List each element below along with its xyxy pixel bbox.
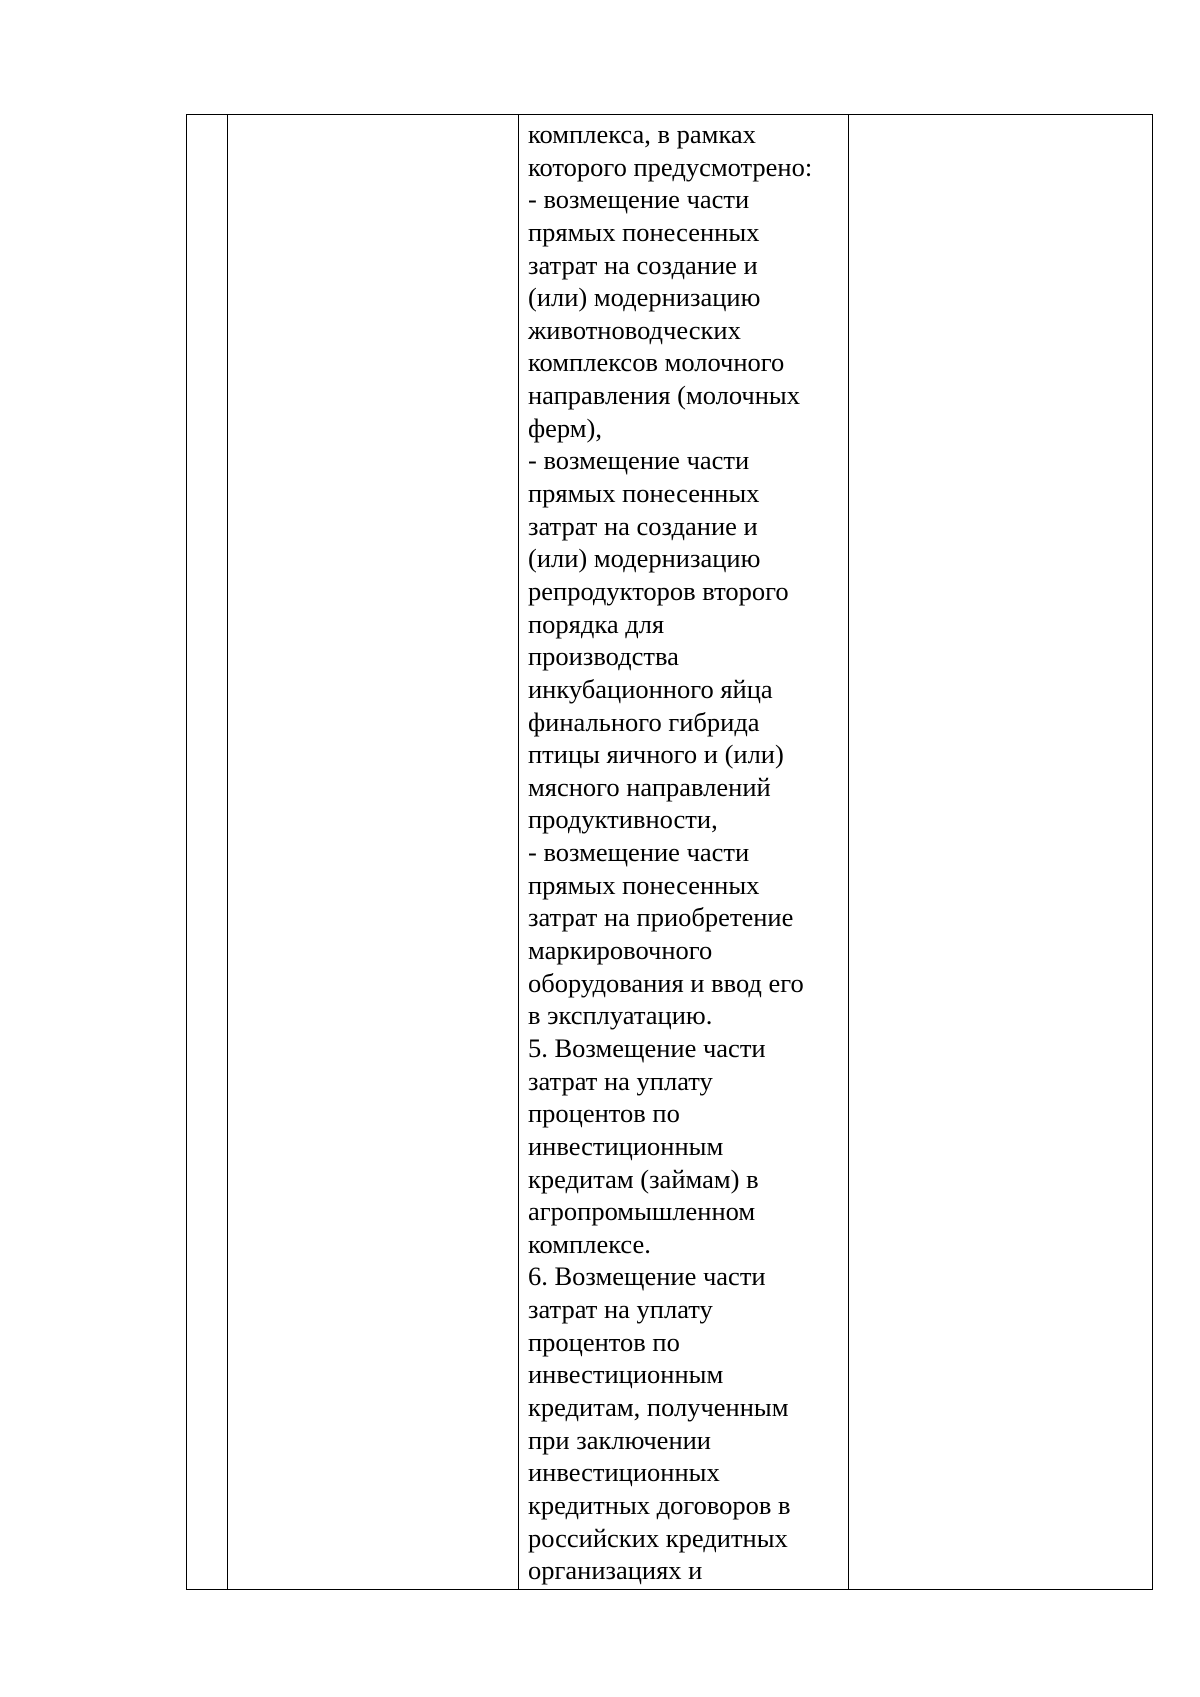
cell-text-line: комплекса, в рамках [528,119,756,149]
cell-text-line: агропромышленном [528,1196,756,1227]
cell-text-line: финального гибрида [528,706,760,737]
cell-text-line: животноводческих [528,314,741,345]
column-divider [518,115,519,1589]
cell-text-line: в эксплуатацию. [528,1000,713,1031]
cell-text-line: продуктивности, [528,804,718,835]
cell-text-line: комплексов молочного [528,347,785,378]
column-divider [848,115,849,1589]
cell-text-line: кредитных договоров в [528,1489,791,1520]
cell-text-line: 6. Возмещение части [528,1261,766,1292]
cell-text-line: российских кредитных [528,1522,788,1553]
cell-text-line: - возмещение части [528,184,750,215]
cell-text-line: птицы яичного и (или) [528,739,784,770]
cell-text-line: производства [528,641,679,672]
cell-text-line: прямых понесенных [528,478,760,509]
cell-text-line: - возмещение части [528,837,750,868]
cell-text-line: которого предусмотрено: [528,151,813,182]
cell-text-line: комплексе. [528,1228,651,1259]
description-cell [528,118,846,1587]
cell-text-line: прямых понесенных [528,869,760,900]
cell-text-line: процентов по [528,1098,680,1129]
cell-text-line: инвестиционным [528,1359,724,1390]
cell-text-line: прямых понесенных [528,216,760,247]
cell-text-line: (или) модернизацию [528,543,761,574]
cell-text-line: затрат на приобретение [528,902,794,933]
cell-text-line: 5. Возмещение части [528,1032,766,1063]
cell-text-line: инкубационного яйца [528,673,773,704]
cell-text-line: направления (молочных [528,380,800,411]
cell-text-line: при заключении [528,1424,711,1455]
cell-text-line: организациях и [528,1555,703,1586]
cell-text-line: затрат на создание и [528,510,758,541]
cell-text-line: мясного направлений [528,771,771,802]
cell-text-line: затрат на уплату [528,1065,713,1096]
cell-text-line: репродукторов второго [528,575,789,606]
column-divider [227,115,228,1589]
cell-text-line: затрат на уплату [528,1294,713,1325]
cell-text-line: ферм), [528,412,603,443]
cell-text-line: инвестиционным [528,1130,724,1161]
document-table [186,114,1153,1590]
cell-text-line: процентов по [528,1326,680,1357]
cell-text-line: кредитам (займам) в [528,1163,759,1194]
cell-text-line: оборудования и ввод его [528,967,804,998]
cell-text-line: кредитам, полученным [528,1391,789,1422]
cell-text-line: порядка для [528,608,665,639]
cell-text-line: инвестиционных [528,1457,720,1488]
cell-text-line: маркировочного [528,935,713,966]
cell-text-line: - возмещение части [528,445,750,476]
cell-text-line: (или) модернизацию [528,282,761,313]
cell-text-line: затрат на создание и [528,249,758,280]
